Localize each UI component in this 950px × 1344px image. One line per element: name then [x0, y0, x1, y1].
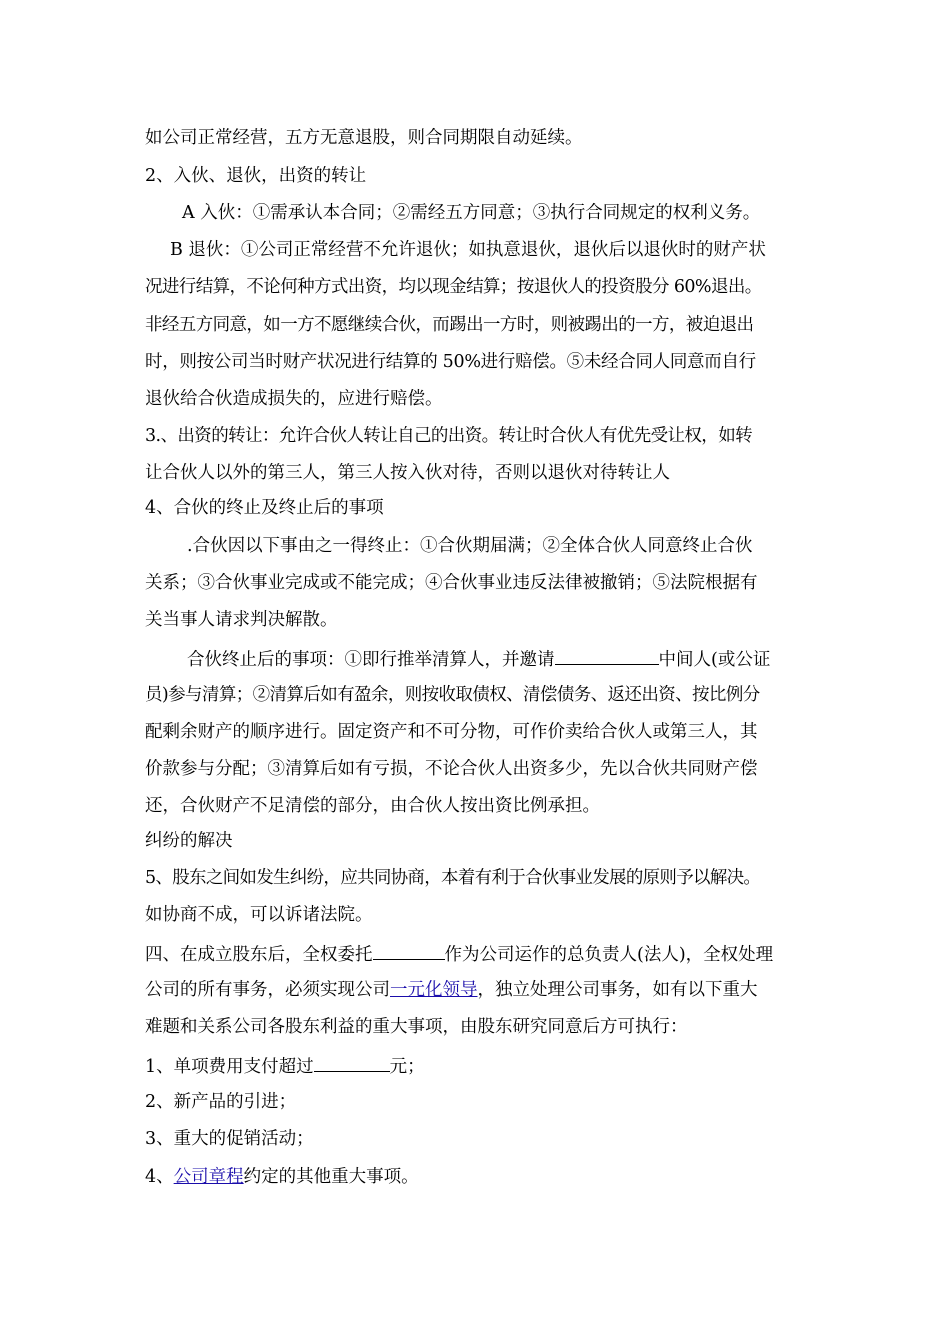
text: 4、合伙的终止及终止后的事项 — [145, 498, 384, 518]
text: 合伙终止后的事项：①即行推举清算人，并邀请 — [187, 650, 555, 670]
paragraph-line — [0, 201, 950, 225]
text: .合伙因以下事由之一得终止：①合伙期届满；②全体合伙人同意终止合伙 — [187, 536, 753, 556]
paragraph-line — [0, 350, 950, 374]
list-item — [0, 1090, 950, 1114]
text: 让合伙人以外的第三人，第三人按入伙对待，否则以退伙对待转让人 — [145, 463, 670, 483]
text: 关系；③合伙事业完成或不能完成；④合伙事业违反法律被撤销；⑤法院根据有 — [145, 573, 758, 593]
text: 非经五方同意，如一方不愿继续合伙，而踢出一方时，则被踢出的一方，被迫退出 — [145, 315, 754, 335]
text: 公司的所有事务，必须实现公司 — [145, 980, 390, 1000]
text: 元； — [389, 1057, 425, 1077]
paragraph-line — [0, 424, 950, 448]
text: 如协商不成，可以诉诸法院。 — [145, 905, 373, 925]
fill-in-blank[interactable] — [314, 1053, 390, 1072]
paragraph-line — [0, 571, 950, 595]
text: ，独立处理公司事务，如有以下重大 — [477, 980, 758, 1000]
text: 如公司正常经营，五方无意退股，则合同期限自动延续。 — [145, 128, 583, 148]
paragraph-line — [0, 866, 950, 890]
text: 员)参与清算；②清算后如有盈余，则按收取债权、清偿债务、返还出资、按比例分 — [145, 685, 760, 705]
text: 还，合伙财产不足清偿的部分，由合伙人按出资比例承担。 — [145, 796, 600, 816]
text: 四、在成立股东后，全权委托 — [145, 945, 373, 965]
paragraph-line — [0, 903, 950, 927]
text: 中间人(或公证 — [658, 650, 771, 670]
text: 5、股东之间如发生纠纷，应共同协商，本着有利于合伙事业发展的原则予以解决。 — [145, 868, 761, 888]
paragraph-line — [0, 275, 950, 299]
text: 关当事人请求判决解散。 — [145, 610, 338, 630]
text: 配剩余财产的顺序进行。固定资产和不可分物，可作价卖给合伙人或第三人，其 — [145, 722, 758, 742]
link-company-articles[interactable]: 公司章程 — [173, 1167, 244, 1187]
text: 1、单项费用支付超过 — [145, 1057, 314, 1077]
text: 退伙给合伙造成损失的，应进行赔偿。 — [145, 389, 443, 409]
paragraph-line — [0, 757, 950, 781]
text: 4、 — [145, 1167, 174, 1187]
paragraph-line — [0, 720, 950, 744]
paragraph-line — [0, 461, 950, 485]
section-heading — [0, 496, 950, 520]
section-heading — [0, 829, 950, 853]
fill-in-blank[interactable] — [555, 646, 659, 665]
paragraph-line — [0, 794, 950, 818]
text: 况进行结算，不论何种方式出资，均以现金结算；按退伙人的投资股分 60%退出。 — [145, 277, 762, 297]
paragraph-line — [0, 941, 950, 965]
text: B 退伙：①公司正常经营不允许退伙；如执意退伙，退伙后以退伙时的财产状 — [170, 240, 766, 260]
text: 2、新产品的引进； — [145, 1092, 297, 1112]
text: 3、重大的促销活动； — [145, 1129, 314, 1149]
paragraph-line — [0, 978, 950, 1002]
paragraph-line — [0, 646, 950, 670]
text: 约定的其他重大事项。 — [243, 1167, 419, 1187]
text: 难题和关系公司各股东利益的重大事项，由股东研究同意后方可执行： — [145, 1017, 688, 1037]
text: A 入伙：①需承认本合同；②需经五方同意；③执行合同规定的权利义务。 — [182, 203, 761, 223]
link-unified-leadership[interactable]: 一元化领导 — [390, 980, 478, 1000]
text: 价款参与分配；③清算后如有亏损，不论合伙人出资多少，先以合伙共同财产偿 — [145, 759, 758, 779]
text: 时，则按公司当时财产状况进行结算的 50%进行赔偿。⑤未经合同人同意而自行 — [145, 352, 756, 372]
text: 3.、出资的转让：允许合伙人转让自己的出资。转让时合伙人有优先受让权，如转 — [145, 426, 752, 446]
section-heading — [0, 164, 950, 188]
paragraph-line — [0, 387, 950, 411]
fill-in-blank[interactable] — [373, 941, 445, 960]
text: 作为公司运作的总负责人(法人)，全权处理 — [444, 945, 774, 965]
list-item — [0, 1053, 950, 1077]
paragraph-line — [0, 1015, 950, 1039]
list-item — [0, 1127, 950, 1151]
paragraph-line — [0, 683, 950, 707]
paragraph-line — [0, 238, 950, 262]
text: 2、入伙、退伙，出资的转让 — [145, 166, 367, 186]
paragraph-line — [0, 534, 950, 558]
text: 纠纷的解决 — [145, 831, 233, 851]
list-item — [0, 1165, 950, 1189]
paragraph-line — [0, 608, 950, 632]
paragraph-line — [0, 126, 950, 150]
paragraph-line — [0, 313, 950, 337]
